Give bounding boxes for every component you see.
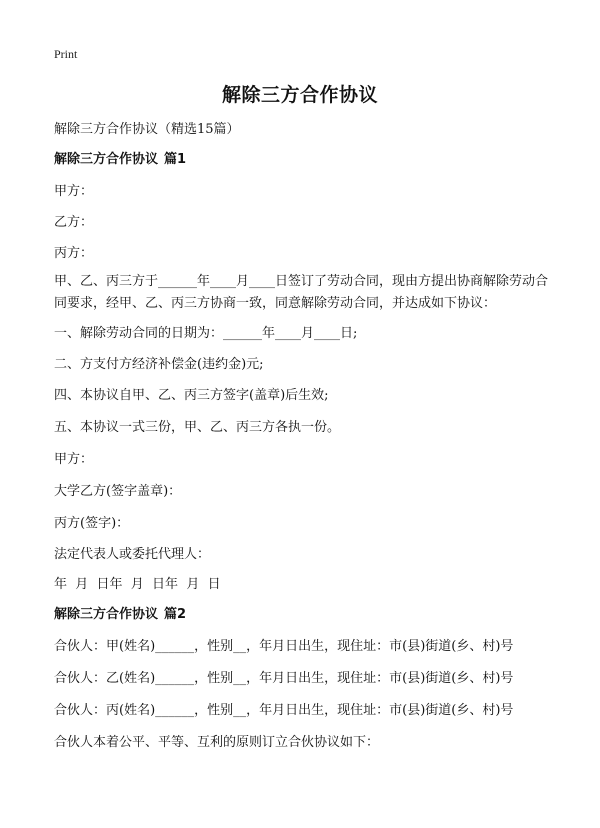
sign-party-a: 甲方： [54,452,94,467]
intro-paragraph: 甲、乙、丙三方于______年____月____日签订了劳动合同，现由方提出协商解除劳动合同要求，经甲、乙、丙三方协商一致，同意解除劳动合同，并达成如下协议： [54,274,549,311]
party-a-label: 甲方： [54,184,94,199]
principle-statement: 合伙人本着公平、平等、互利的原则订立合伙协议如下： [54,735,380,750]
partner-2: 合伙人：乙(姓名)______，性别__，年月日出生，现住址：市(县)街道(乡、村)号 [54,671,514,686]
section-2-heading-number: 篇2 [164,607,187,622]
party-c-label: 丙方： [54,246,94,261]
document-subtitle: 解除三方合作协议（精选15篇） [54,122,240,137]
date-line: 年 月 日年 月 日年 月 日 [54,577,221,592]
section-2-heading [54,605,554,625]
section-1-heading-number: 篇1 [164,152,187,167]
document-title: 解除三方合作协议 [221,84,378,106]
sign-party-b: 大学乙方(签字盖章)： [54,484,182,499]
partner-1: 合伙人：甲(姓名)______，性别__，年月日出生，现住址：市(县)街道(乡、村)号 [54,639,514,654]
clause-2: 二、方支付方经济补偿金(违约金)元; [54,357,264,372]
legal-representative: 法定代表人或委托代理人： [54,547,211,562]
partner-3: 合伙人：丙(姓名)______，性别__，年月日出生，现住址：市(县)街道(乡、村)号 [54,703,514,718]
party-b-label: 乙方： [54,215,94,230]
clause-4: 四、本协议自甲、乙、丙三方签字(盖章)后生效; [54,388,329,403]
clause-1: 一、解除劳动合同的日期为：______年____月____日; [54,326,358,341]
sign-party-c: 丙方(签字)： [54,516,130,531]
section-1-heading-text: 解除三方合作协议 [54,152,159,167]
clause-5: 五、本协议一式三份，甲、乙、丙三方各执一份。 [54,420,341,435]
section-2-heading-text: 解除三方合作协议 [54,607,159,622]
section-1-heading [54,150,554,170]
print-link[interactable]: Print [54,47,78,61]
